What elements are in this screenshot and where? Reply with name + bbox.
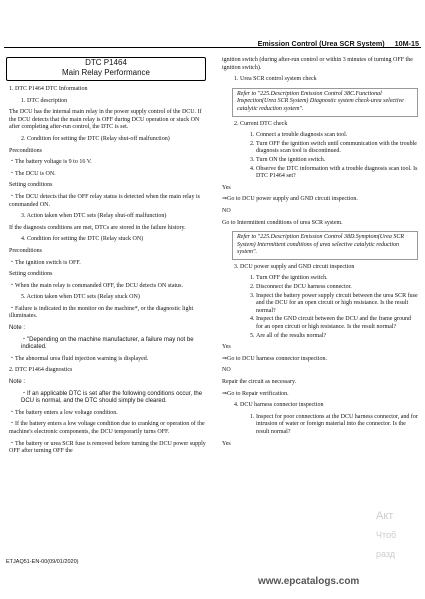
dtc-name-title: Main Relay Performance: [61, 68, 151, 77]
step-ignition-off: 1. Turn OFF the ignition switch.: [256, 275, 418, 283]
answer-yes-1: Yes: [222, 184, 231, 191]
condition-fuse-removed: ・The battery or urea SCR fuse is removed before turning the DCU power supply OFF after turning OFF the: [9, 440, 206, 455]
heading-action-stuck-on: 5. Action taken when DTC sets (Relay stuck ON): [21, 294, 140, 301]
goto-power-supply: ⇒Go to DCU power supply and GND circuit inspection.: [222, 196, 358, 203]
heading-diagnostics: 2. DTC P1464 diagnostics: [9, 367, 73, 374]
dtc-code-title: DTC P1464: [85, 58, 127, 67]
left-column: [9, 86, 206, 460]
setting-condition-off-status: ・The DCU detects that the OFF relay status is detected when the main relay is commanded ON.: [9, 193, 200, 208]
step-turn-on-ignition: 3. Turn ON the ignition switch.: [256, 157, 418, 165]
goto-intermittent: Go to Intermittent conditions of urea SCR system.: [222, 219, 343, 226]
heading-condition-stuck-on: 4. Condition for setting the DTC (Relay stuck ON): [21, 236, 144, 243]
note-label-1: Note :: [9, 325, 26, 332]
heading-system-check: 1. Urea SCR control system check: [234, 76, 317, 83]
condition-fuse-removed-cont: ignition switch (during after-run control or within 3 minutes of turning OFF the ignition switch).: [222, 57, 413, 71]
condition-cranking: ・If the battery enters a low voltage condition due to cranking or operation of the machine's electronic components, the DCU temporarily turns OFF.: [9, 421, 205, 435]
setting-condition-on-status: ・When the main relay is commanded OFF, the DCU detects ON status.: [9, 282, 183, 289]
watermark-line-2: Чтоб: [376, 530, 397, 540]
harness-steps: [222, 414, 418, 437]
heading-dtc-info: 1. DTC P1464 DTC Information: [9, 86, 88, 92]
note-clear-dtc: ・If an applicable DTC is set after the following conditions occur, the DCU is normal, and the DTC should simply be cleared.: [21, 390, 203, 405]
heading-current-dtc-check: 2. Current DTC check: [234, 120, 288, 127]
title-box: [6, 57, 206, 81]
step-results-normal: 5. Are all of the results normal?: [256, 333, 418, 341]
action-warning-displayed: ・The abnormal urea fluid injection warning is displayed.: [9, 355, 149, 362]
goto-harness-inspection: ⇒Go to DCU harness connector inspection.: [222, 355, 328, 362]
section-title: Emission Control (Urea SCR System): [257, 39, 385, 48]
label-preconditions-1: Preconditions: [9, 147, 42, 154]
website-url[interactable]: www.epcatalogs.com: [258, 576, 360, 587]
power-gnd-steps: [222, 275, 418, 340]
heading-power-gnd-inspection: 3. DCU power supply and GND circuit inspection: [234, 263, 355, 270]
step-inspect-power-circuit: 3. Inspect the battery power supply circuit between the urea SCR fuse and the DCU for an open circuit or high resistance. Is the result normal?: [256, 293, 418, 316]
document-code: ETJAQ51-EN-00(09/01/2020): [6, 559, 79, 565]
goto-repair-verification: ⇒Go to Repair verification.: [222, 390, 289, 397]
answer-no-1: NO: [222, 207, 231, 214]
right-column: [222, 57, 418, 452]
page-number: 10M-15: [394, 39, 419, 48]
precondition-voltage: ・The battery voltage is 9 to 16 V.: [9, 159, 92, 166]
header-rule: [4, 47, 421, 48]
watermark-line-3: разд: [376, 549, 396, 559]
step-inspect-connections: 1. Inspect for poor connections at the DCU harness connector, and for intrusion of water or foreign material into the connector. Is the result normal?: [256, 414, 418, 437]
dtc-description-text: The DCU has the internal main relay in the power supply control of the DCU. If the DCU detects that the main relay is OFF during DCU operation or stuck ON after completing after-run control, the DTC is set.: [9, 109, 202, 131]
step-connect-scan-tool: 1. Connect a trouble diagnosis scan tool.: [256, 132, 418, 140]
heading-condition-shutoff: 2. Condition for setting the DTC (Relay shut-off malfunction): [21, 135, 170, 142]
heading-dtc-description: 1. DTC description: [21, 97, 68, 104]
note-label-2: Note :: [9, 379, 26, 386]
label-preconditions-2: Preconditions: [9, 247, 42, 254]
condition-low-voltage: ・The battery enters a low voltage condition.: [9, 409, 118, 416]
repair-circuit: Repair the circuit as necessary.: [222, 379, 297, 385]
reference-system-check: Refer to "225.Description Emission Control 38C.Functional Inspection(Urea SCR System) Diagnostic system check-urea selective catalytic reduction system".: [232, 88, 418, 117]
heading-action-shutoff: 3. Action taken when DTC sets (Relay shut-off malfunction): [21, 213, 167, 220]
heading-harness-inspection: 4. DCU harness connector inspection: [234, 402, 324, 409]
precondition-dcu-on: ・The DCU is ON.: [9, 170, 56, 177]
step-disconnect-harness: 2. Disconnect the DCU harness connector.: [256, 284, 418, 292]
action-failure-indicated: ・Failure is indicated in the monitor on the machine*, or the diagnostic light illuminates.: [9, 305, 194, 320]
current-dtc-steps: [222, 132, 418, 181]
precondition-ignition-off: ・The ignition switch is OFF.: [9, 259, 81, 266]
action-shutoff-text: If the diagnosis conditions are met, DTCs are stored in the failure history.: [9, 224, 186, 231]
answer-no-2: NO: [222, 367, 231, 374]
step-inspect-gnd-circuit: 4. Inspect the GND circuit between the DCU and the frame ground for an open circuit or high resistance. Is the result normal?: [256, 316, 418, 331]
step-observe-dtc: 4. Observe the DTC information with a trouble diagnosis scan tool. Is DTC P1464 set?: [256, 166, 418, 181]
answer-yes-2: Yes: [222, 344, 231, 351]
step-turn-off-ignition: 2. Turn OFF the ignition switch until communication with the trouble diagnosis scan tool is discontinued.: [256, 141, 418, 156]
label-setting-conditions-2: Setting conditions: [9, 271, 53, 278]
note-manufacturer: ・"Depending on the machine manufacturer, a failure may not be indicated.: [21, 336, 194, 351]
answer-yes-3: Yes: [222, 440, 231, 447]
label-setting-conditions-1: Setting conditions: [9, 182, 53, 189]
watermark-line-1: Акт: [376, 510, 394, 522]
reference-intermittent: Refer to "225.Description Emission Control 38D.Symptom(Urea SCR System) Intermittent conditions of urea selective catalytic reduction system".: [232, 231, 418, 260]
